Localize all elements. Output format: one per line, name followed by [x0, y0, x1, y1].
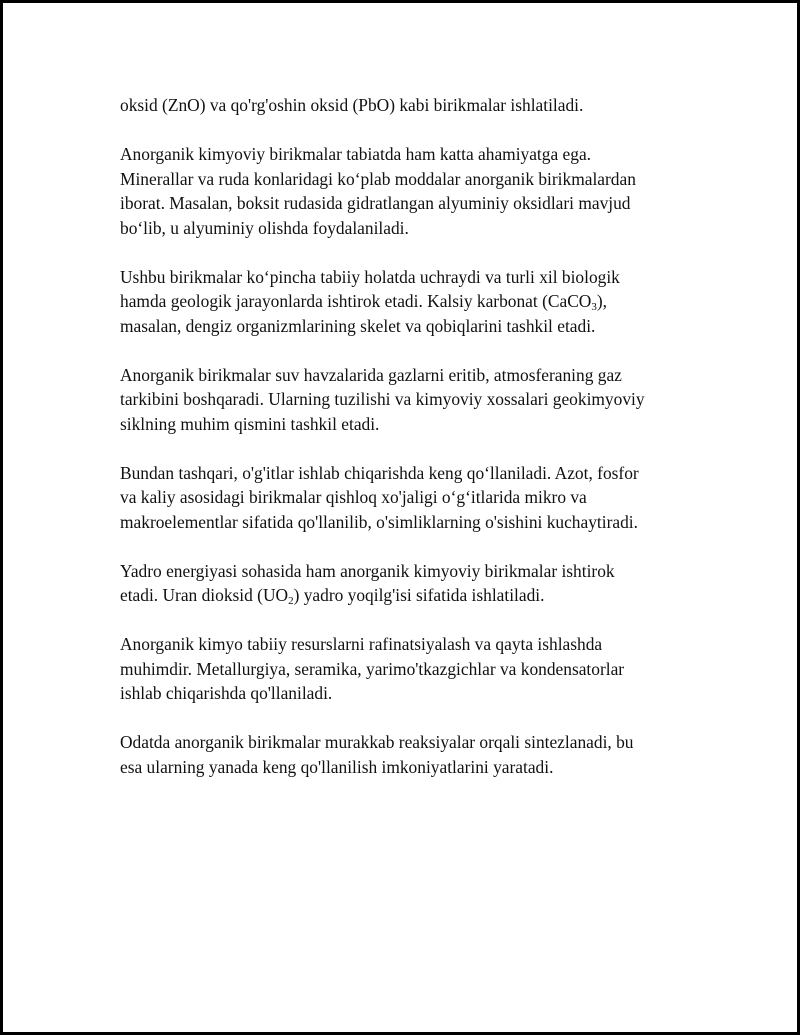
paragraph-text: ), masalan, dengiz organizmlarining skelet va qobiqlarini tashkil etadi.: [120, 291, 607, 336]
paragraph-3: [120, 265, 710, 339]
formula-subscript: 3: [591, 301, 597, 313]
paragraph-text: Yadro energiyasi sohasida ham anorganik kimyoviy birikmalar ishtirok etadi. Uran dioksid (UO: [120, 560, 615, 605]
paragraph-text: Anorganik kimyoviy birikmalar tabiatda ham katta ahamiyatga ega. Minerallar va ruda konlaridagi ko‘plab moddalar anorganik birikmalardan iborat. Masalan, boksit rudasida gidratlangan alyuminiy oksidlari mavjud bo‘lib, u alyuminiy olishda foydalaniladi.: [120, 144, 636, 238]
paragraph-text: Bundan tashqari, o'g'itlar ishlab chiqarishda keng qo‘llaniladi. Azot, fosfor va kaliy asosidagi birikmalar qishloq xo'jaligi o‘g‘itlarida mikro va makroelementlar sifatida qo'llanilib, o'simliklarning o'sishini kuchaytiradi.: [120, 462, 639, 532]
formula-subscript: 2: [288, 595, 294, 607]
paragraph-5: [120, 461, 710, 535]
paragraph-text: Anorganik kimyo tabiiy resurslarni rafinatsiyalash va qayta ishlashda muhimdir. Metallurgiya, seramika, yarimo'tkazgichlar va kondensatorlar ishlab chiqarishda qo'llaniladi.: [120, 634, 625, 703]
paragraph-8: [120, 730, 710, 779]
paragraph-7: [120, 632, 710, 706]
paragraph-text: Odatda anorganik birikmalar murakkab reaksiyalar orqali sintezlanadi, bu esa ularning yanada keng qo'llanilish imkoniyatlarini yaratadi.: [120, 732, 634, 777]
paragraph-1: [120, 93, 710, 118]
paragraph-text: ) yadro yoqilg'isi sifatida ishlatiladi.: [293, 585, 545, 605]
paragraph-2: [120, 142, 710, 240]
paragraph-6: [120, 559, 710, 608]
paragraph-4: [120, 363, 710, 437]
paragraph-text: Anorganik birikmalar suv havzalarida gazlarni eritib, atmosferaning gaz tarkibini boshqaradi. Ularning tuzilishi va kimyoviy xossalari geokimyoviy siklning muhim qismini tashkil etadi.: [120, 364, 645, 434]
document-body: [120, 93, 710, 804]
paragraph-text: oksid (ZnO) va qo'rg'oshin oksid (PbO) kabi birikmalar ishlatiladi.: [120, 95, 584, 115]
paragraph-text: Ushbu birikmalar ko‘pincha tabiiy holatda uchraydi va turli xil biologik hamda geologik jarayonlarda ishtirok etadi. Kalsiy karbonat (CaCO: [120, 266, 620, 311]
